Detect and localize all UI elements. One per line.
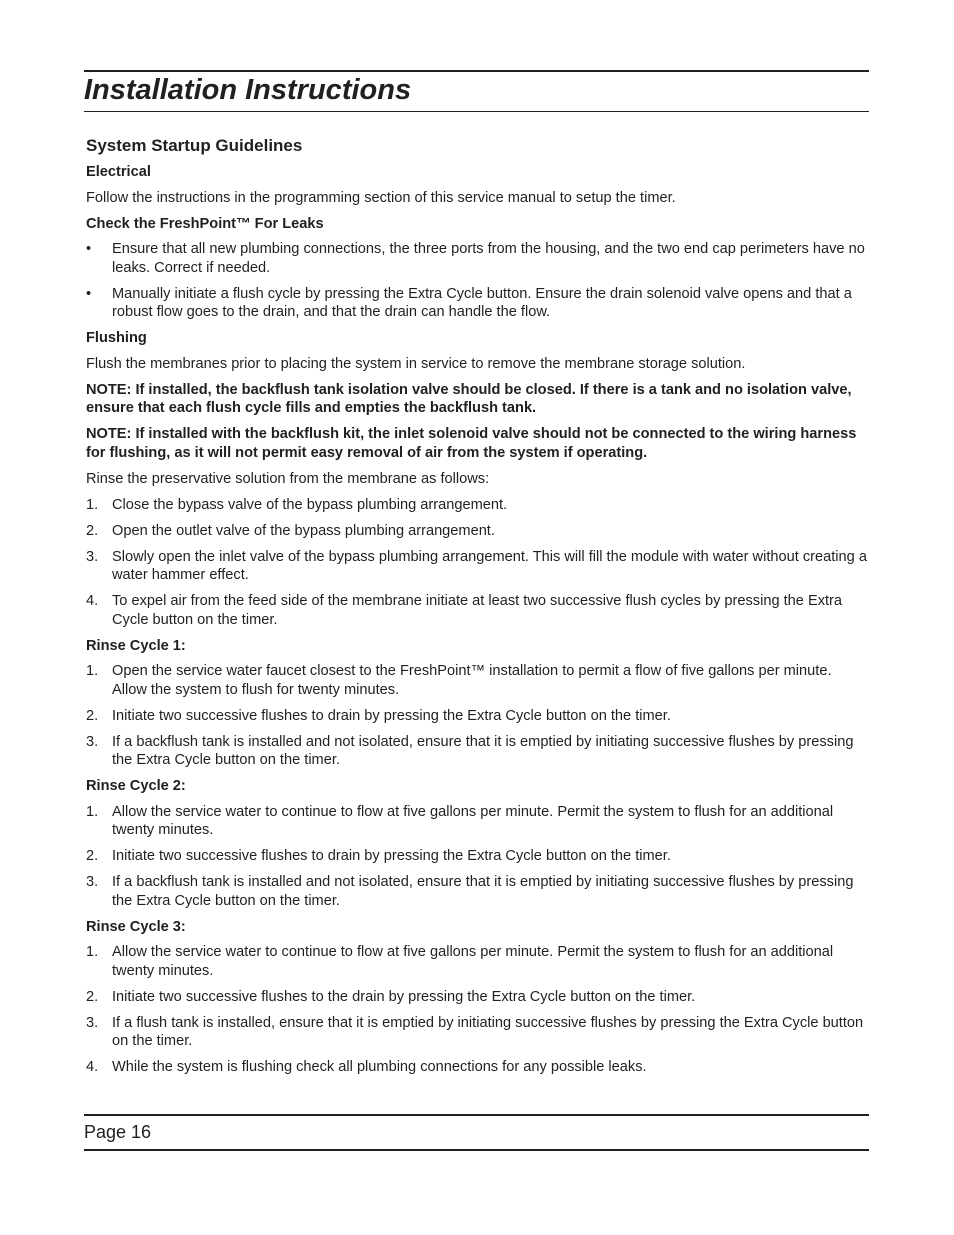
list-item bbox=[86, 943, 869, 980]
list-item-text: If a backflush tank is installed and not isolated, ensure that it is emptied by initiating successive flushes by pressing the Extra Cycle button on the timer. bbox=[112, 733, 854, 768]
list-item bbox=[86, 707, 869, 726]
list-item bbox=[86, 496, 869, 515]
flushing-heading: Flushing bbox=[86, 330, 147, 346]
list-item-text: If a flush tank is installed, ensure that it is emptied by initiating successive flushes by pressing the Extra Cycle button on the timer. bbox=[112, 1014, 864, 1049]
list-item bbox=[86, 1014, 869, 1051]
step-number: 3. bbox=[86, 874, 99, 890]
step-number: 1. bbox=[86, 803, 99, 820]
bullet-marker: • bbox=[86, 285, 92, 302]
list-item-text: To expel air from the feed side of the membrane initiate at least two successive flush cycles by pressing the Extra Cycle button on the timer. bbox=[112, 593, 843, 628]
leaks-heading: Check the FreshPoint™ For Leaks bbox=[86, 215, 324, 232]
step-number: 3. bbox=[86, 548, 99, 565]
note-backflush-kit: NOTE: If installed with the backflush kit, the inlet solenoid valve should not be connected to the wiring harness for flushing, as it will not permit easy removal of air from the system if operating. bbox=[86, 426, 857, 461]
list-item bbox=[86, 988, 869, 1007]
rinse-cycle-3-heading: Rinse Cycle 3: bbox=[86, 918, 186, 935]
list-item-text: Ensure that all new plumbing connections, the three ports from the housing, and the two end cap perimeters have no leaks. Correct if needed. bbox=[112, 241, 865, 276]
list-item-text: If a backflush tank is installed and not isolated, ensure that it is emptied by initiating successive flushes by pressing the Extra Cycle button on the timer. bbox=[112, 874, 854, 909]
list-item bbox=[86, 1058, 869, 1077]
list-item-text: Slowly open the inlet valve of the bypass plumbing arrangement. This will fill the module with water without creating a water hammer effect. bbox=[112, 548, 867, 583]
list-item-text: Initiate two successive flushes to drain by pressing the Extra Cycle button on the timer. bbox=[112, 848, 671, 864]
electrical-text: Follow the instructions in the programming section of this service manual to setup the timer. bbox=[86, 189, 676, 206]
list-item bbox=[86, 592, 869, 629]
list-item bbox=[86, 662, 869, 699]
list-item-text: Initiate two successive flushes to drain by pressing the Extra Cycle button on the timer. bbox=[112, 707, 671, 724]
list-item bbox=[86, 733, 869, 770]
rinse-cycle-1-list bbox=[86, 662, 869, 770]
rinse-cycle-2-heading: Rinse Cycle 2: bbox=[86, 778, 186, 794]
list-item-text: Open the service water faucet closest to the FreshPoint™ installation to permit a flow of five gallons per minute. Allow the system to flush for twenty minutes. bbox=[112, 663, 832, 698]
flushing-steps-list bbox=[86, 496, 869, 630]
step-number: 1. bbox=[86, 663, 99, 679]
step-number: 2. bbox=[86, 707, 99, 724]
section-title: System Startup Guidelines bbox=[86, 136, 303, 155]
note-isolation-valve: NOTE: If installed, the backflush tank isolation valve should be closed. If there is a tank and no isolation valve, ensure that each flush cycle fills and empties the backflush tank. bbox=[86, 381, 852, 416]
electrical-heading: Electrical bbox=[86, 164, 151, 180]
rinse-cycle-3-list bbox=[86, 943, 869, 1077]
list-item-text: Allow the service water to continue to flow at five gallons per minute. Permit the system to flush for an additional twenty minutes. bbox=[112, 944, 834, 979]
step-number: 3. bbox=[86, 1014, 99, 1031]
step-number: 2. bbox=[86, 848, 99, 864]
list-item bbox=[86, 847, 869, 866]
step-number: 3. bbox=[86, 733, 99, 750]
step-number: 2. bbox=[86, 988, 99, 1005]
list-item bbox=[86, 873, 869, 910]
step-number: 2. bbox=[86, 522, 99, 539]
step-number: 4. bbox=[86, 1059, 99, 1075]
leaks-bullet-list bbox=[86, 240, 869, 322]
header-bottom-rule bbox=[84, 111, 869, 112]
page-title: Installation Instructions bbox=[84, 74, 412, 106]
list-item bbox=[86, 522, 869, 541]
list-item bbox=[86, 803, 869, 840]
main-content bbox=[86, 135, 869, 1084]
list-item-text: Allow the service water to continue to flow at five gallons per minute. Permit the system to flush for an additional twenty minutes. bbox=[112, 803, 834, 838]
list-item-text: While the system is flushing check all plumbing connections for any possible leaks. bbox=[112, 1059, 647, 1075]
rinse-cycle-2-list bbox=[86, 803, 869, 911]
list-item-text: Initiate two successive flushes to the drain by pressing the Extra Cycle button on the timer. bbox=[112, 988, 696, 1005]
footer-top-rule bbox=[84, 1114, 869, 1116]
list-item bbox=[86, 240, 869, 277]
list-item-text: Open the outlet valve of the bypass plumbing arrangement. bbox=[112, 522, 495, 539]
footer-bottom-rule bbox=[84, 1149, 869, 1151]
rinse-intro: Rinse the preservative solution from the membrane as follows: bbox=[86, 470, 490, 487]
step-number: 4. bbox=[86, 593, 99, 609]
step-number: 1. bbox=[86, 496, 99, 513]
flushing-text: Flush the membranes prior to placing the system in service to remove the membrane storage solution. bbox=[86, 355, 746, 372]
list-item-text: Manually initiate a flush cycle by pressing the Extra Cycle button. Ensure the drain solenoid valve opens and that a robust flow goes to the drain, and that the drain can handle the flow. bbox=[112, 285, 852, 320]
list-item bbox=[86, 548, 869, 585]
page-number: Page 16 bbox=[84, 1122, 152, 1142]
list-item bbox=[86, 285, 869, 322]
bullet-marker: • bbox=[86, 241, 92, 257]
list-item-text: Close the bypass valve of the bypass plumbing arrangement. bbox=[112, 496, 508, 513]
step-number: 1. bbox=[86, 944, 99, 960]
rinse-cycle-1-heading: Rinse Cycle 1: bbox=[86, 637, 186, 654]
